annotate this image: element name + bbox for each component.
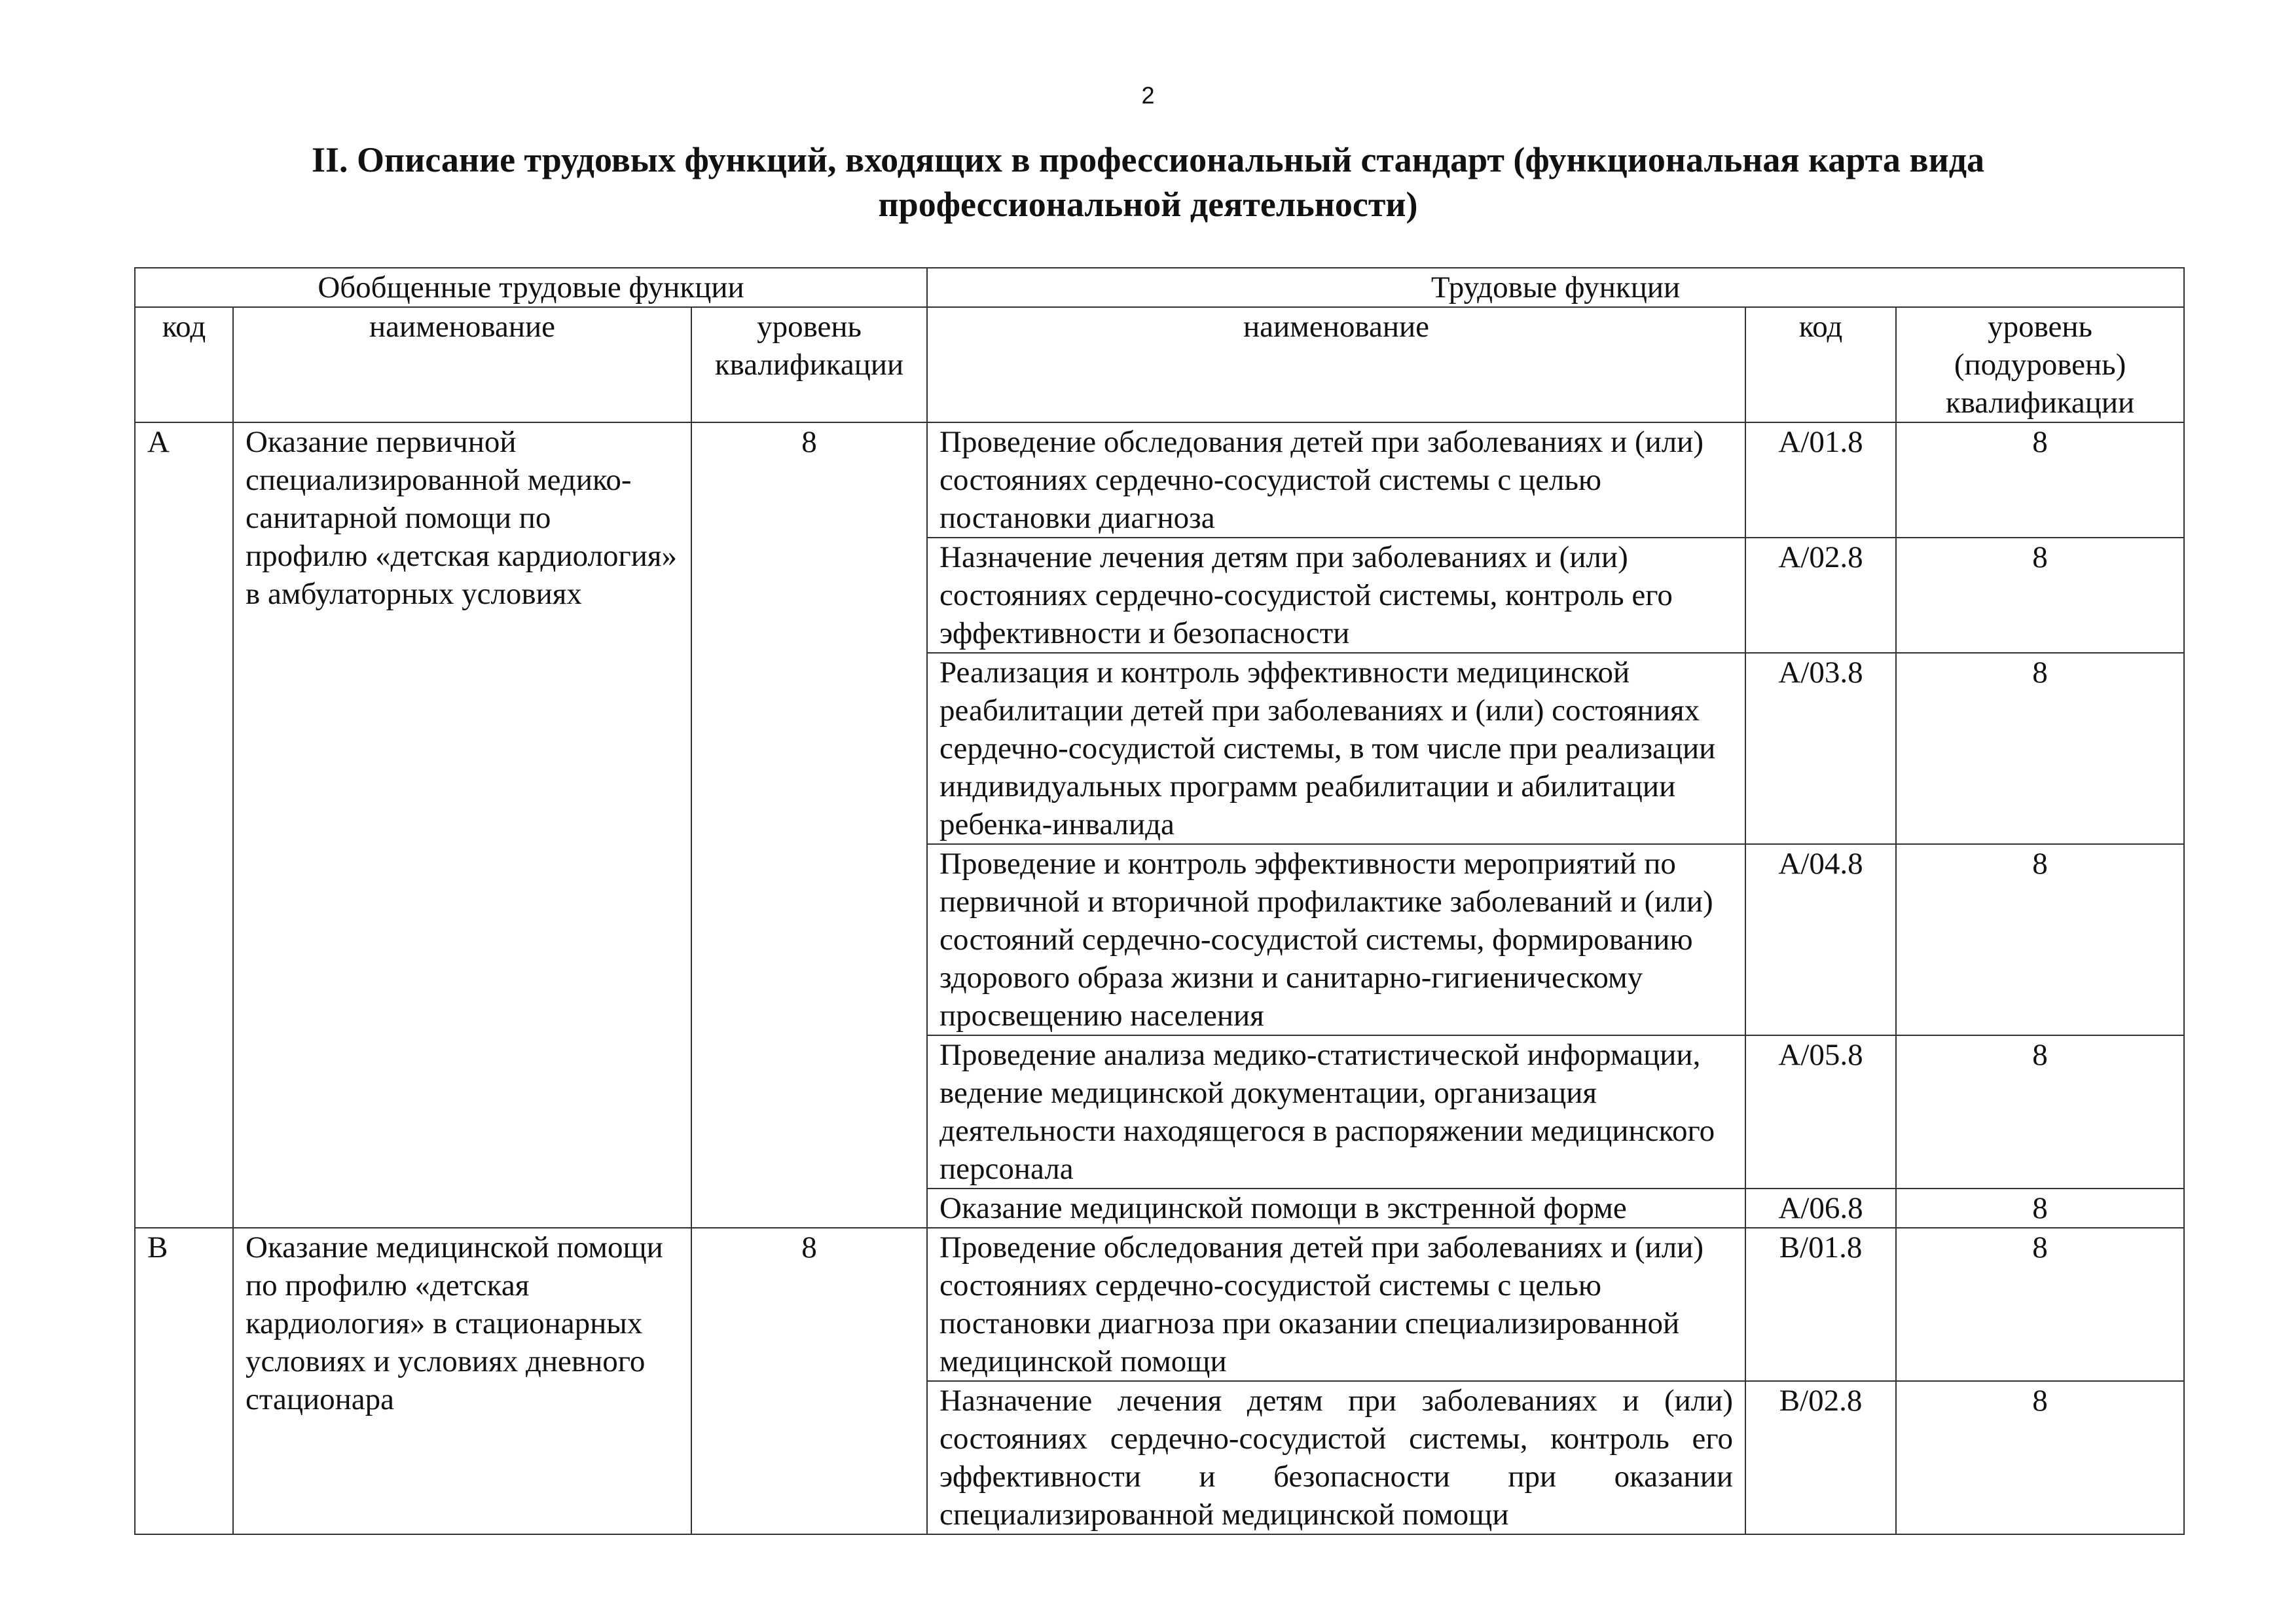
gen-code-cell: A (135, 422, 233, 1228)
page-number: 2 (1141, 82, 1155, 109)
tf-name-cell: Проведение и контроль эффективности мероприятий по первичной и вторичной профилактике заболеваний и (или) состояний сердечно-сосудистой системы, формированию здорового образа жизни и санитарно-гигиеническому просвещению населения (927, 844, 1745, 1035)
tf-level-cell: 8 (1896, 1035, 2184, 1189)
tf-name-cell: Проведение обследования детей при заболеваниях и (или) состояниях сердечно-сосудистой системы с целью постановки диагноза при оказании специализированной медицинской помощи (927, 1228, 1745, 1381)
tf-name-header: наименование (927, 307, 1745, 422)
functional-map-table (134, 267, 2185, 1535)
heading-line-2: профессиональной деятельности) (878, 185, 1418, 224)
table-row (135, 1228, 2184, 1381)
table-row (135, 422, 2184, 538)
group-header-row (135, 268, 2184, 307)
labor-functions-header: Трудовые функции (927, 268, 2184, 307)
tf-level-cell: 8 (1896, 1189, 2184, 1228)
tf-code-cell: A/04.8 (1745, 844, 1896, 1035)
tf-name-cell: Оказание медицинской помощи в экстренной форме (927, 1189, 1745, 1228)
tf-code-cell: A/03.8 (1745, 653, 1896, 844)
gen-level-cell: 8 (691, 1228, 927, 1534)
tf-code-cell: B/02.8 (1745, 1381, 1896, 1534)
tf-code-cell: A/01.8 (1745, 422, 1896, 538)
tf-code-cell: A/05.8 (1745, 1035, 1896, 1189)
tf-name-cell: Реализация и контроль эффективности медицинской реабилитации детей при заболеваниях и (или) состояниях сердечно-сосудистой системы, в том числе при реализации индивидуальных программ реабилитации и абилитации ребенка-инвалида (927, 653, 1745, 844)
tf-name-cell: Назначение лечения детям при заболеваниях и (или) состояниях сердечно-сосудистой системы, контроль его эффективности и безопасности при оказании специализированной медицинской помощи (927, 1381, 1745, 1534)
tf-level-cell: 8 (1896, 1228, 2184, 1381)
gen-code-header: код (135, 307, 233, 422)
gen-name-cell: Оказание первичной специализированной медико-санитарной помощи по профилю «детская кардиология» в амбулаторных условиях (233, 422, 691, 1228)
tf-level-header: уровень (подуровень) квалификации (1896, 307, 2184, 422)
tf-level-cell: 8 (1896, 653, 2184, 844)
tf-code-header: код (1745, 307, 1896, 422)
gen-name-cell: Оказание медицинской помощи по профилю «детская кардиология» в стационарных условиях и условиях дневного стационара (233, 1228, 691, 1534)
tf-level-cell: 8 (1896, 422, 2184, 538)
column-header-row (135, 307, 2184, 422)
gen-level-cell: 8 (691, 422, 927, 1228)
tf-name-cell: Проведение обследования детей при заболеваниях и (или) состояниях сердечно-сосудистой системы с целью постановки диагноза (927, 422, 1745, 538)
tf-level-cell: 8 (1896, 1381, 2184, 1534)
generalized-functions-header: Обобщенные трудовые функции (135, 268, 927, 307)
section-heading (0, 138, 2296, 227)
tf-code-cell: B/01.8 (1745, 1228, 1896, 1381)
tf-code-cell: A/02.8 (1745, 538, 1896, 653)
tf-code-cell: A/06.8 (1745, 1189, 1896, 1228)
tf-name-cell: Назначение лечения детям при заболеваниях и (или) состояниях сердечно-сосудистой системы, контроль его эффективности и безопасности (927, 538, 1745, 653)
tf-name-cell: Проведение анализа медико-статистической информации, ведение медицинской документации, организация деятельности находящегося в распоряжении медицинского персонала (927, 1035, 1745, 1189)
gen-code-cell: B (135, 1228, 233, 1534)
tf-level-cell: 8 (1896, 844, 2184, 1035)
heading-line-1: II. Описание трудовых функций, входящих в профессиональный стандарт (функциональная карта вида (311, 140, 1985, 179)
tf-level-cell: 8 (1896, 538, 2184, 653)
gen-name-header: наименование (233, 307, 691, 422)
gen-level-header: уровень квалификации (691, 307, 927, 422)
